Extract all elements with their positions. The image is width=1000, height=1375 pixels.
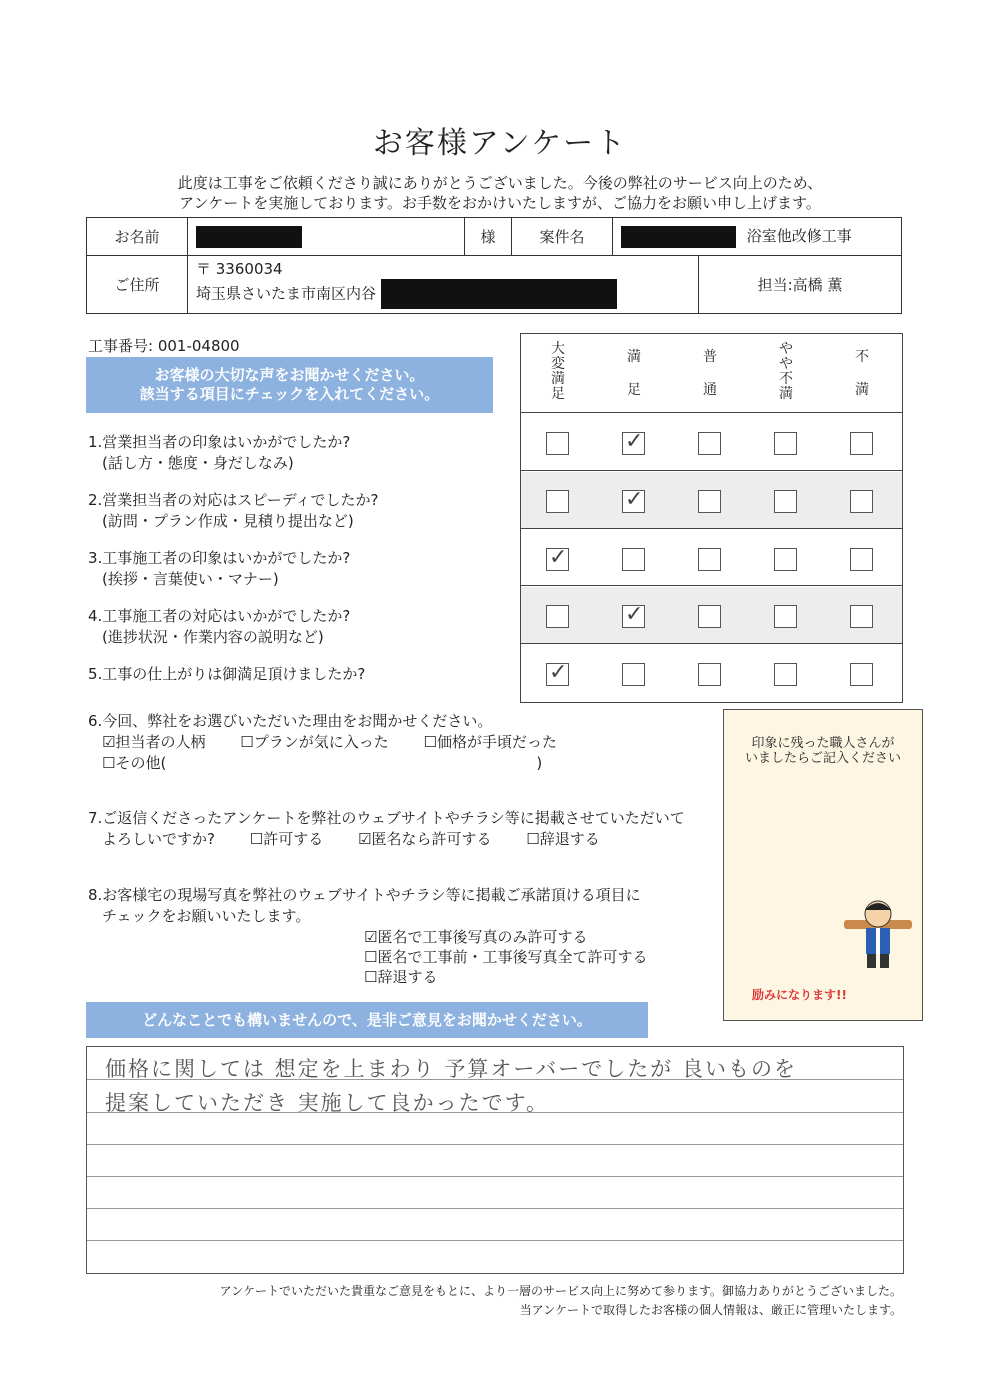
q6-other[interactable] xyxy=(88,753,557,774)
rating-checkbox[interactable] xyxy=(774,663,797,686)
comment-rule xyxy=(87,1240,903,1241)
rating-checkbox[interactable] xyxy=(546,545,569,571)
customer-info-table xyxy=(86,217,902,314)
q8-option-after-only[interactable] xyxy=(364,927,647,947)
rating-checkbox[interactable] xyxy=(698,548,721,571)
rating-row xyxy=(521,645,902,702)
rating-checkbox[interactable] xyxy=(698,605,721,628)
checkbox-icon[interactable]: ☐ xyxy=(364,948,378,966)
rating-checkbox[interactable] xyxy=(850,490,873,513)
checkbox-icon[interactable]: ☐ xyxy=(249,830,264,848)
redacted-project xyxy=(621,226,736,248)
comment-rule xyxy=(87,1176,903,1177)
rating-checkbox[interactable] xyxy=(698,663,721,686)
intro-line-2: アンケートを実施しております。お手数をおかけいたしますが、ご協力をお願い申し上げます。 xyxy=(179,194,821,212)
page-title: お客様アンケート xyxy=(372,126,628,161)
option-label: 匿名なら許可する xyxy=(371,830,492,848)
survey-question xyxy=(88,606,350,648)
q6-option-personality[interactable] xyxy=(102,733,205,751)
instruction-banner-line-1: お客様の大切な声をお聞かせください。 xyxy=(154,366,425,384)
check-mark-icon: ✓ xyxy=(625,602,644,627)
rating-checkbox[interactable] xyxy=(850,548,873,571)
redacted-address xyxy=(381,279,617,309)
check-mark-icon: ✓ xyxy=(549,660,568,685)
survey-question xyxy=(88,432,350,474)
craftsman-card xyxy=(723,709,923,1021)
rating-checkbox[interactable] xyxy=(698,432,721,455)
question-text: 2.営業担当者の対応はスピーディでしたか? xyxy=(88,491,379,509)
option-label: 担当者の人柄 xyxy=(115,733,206,751)
checkbox-icon[interactable]: ☑ xyxy=(102,733,116,751)
name-label: お名前 xyxy=(87,218,188,256)
q8-text-2: チェックをお願いいたします。 xyxy=(102,907,311,925)
rating-divider xyxy=(521,585,902,586)
survey-question xyxy=(88,490,378,532)
option-label: 許可する xyxy=(263,830,324,848)
card-footer: 励みになります!! xyxy=(752,988,847,1002)
other-label: その他( xyxy=(115,754,167,772)
opinion-banner: どんなことでも構いませんので、是非ご意見をお聞かせください。 xyxy=(86,1002,648,1038)
instruction-banner-line-2: 該当する項目にチェックを入れてください。 xyxy=(139,385,440,403)
rating-column-header: 大 変 満 足 xyxy=(551,341,565,402)
other-close: ) xyxy=(536,754,543,772)
q8-option-all[interactable] xyxy=(364,947,647,967)
rating-column-header: や や 不 満 xyxy=(779,341,793,402)
question-subtext: (訪問・プラン作成・見積り提出など) xyxy=(102,512,354,530)
craftsman-illustration-icon xyxy=(842,892,914,972)
q7-option-allow[interactable] xyxy=(250,830,323,848)
rating-divider xyxy=(521,643,902,644)
rating-row xyxy=(521,587,902,644)
rating-checkbox[interactable] xyxy=(774,490,797,513)
rating-checkbox[interactable] xyxy=(622,487,645,513)
staff-name: 担当:高橋 薫 xyxy=(699,256,902,314)
q6-option-plan[interactable] xyxy=(240,733,388,751)
q6-option-price[interactable] xyxy=(424,733,557,751)
rating-checkbox[interactable] xyxy=(774,432,797,455)
option-label: 辞退する xyxy=(377,968,438,986)
option-label: プランが気に入った xyxy=(253,733,389,751)
rating-column-header: 普 通 xyxy=(703,349,717,398)
rating-column-header: 満 足 xyxy=(627,349,641,398)
checkbox-icon[interactable]: ☑ xyxy=(364,928,378,946)
comment-rule xyxy=(87,1208,903,1209)
q8-option-decline[interactable] xyxy=(364,967,647,987)
checkbox-icon[interactable]: ☐ xyxy=(102,754,116,772)
rating-checkbox[interactable] xyxy=(774,605,797,628)
option-label: 匿名で工事後写真のみ許可する xyxy=(377,928,588,946)
option-label: 辞退する xyxy=(539,830,600,848)
checkbox-icon[interactable]: ☐ xyxy=(240,733,254,751)
q8-text: 8.お客様宅の現場写真を弊社のウェブサイトやチラシ等に掲載ご承諾頂ける項目に xyxy=(88,886,641,904)
question-subtext: (話し方・態度・身だしなみ) xyxy=(102,454,294,472)
rating-checkbox[interactable] xyxy=(698,490,721,513)
rating-row xyxy=(521,414,902,471)
question-text: 1.営業担当者の印象はいかがでしたか? xyxy=(88,433,351,451)
rating-checkbox[interactable] xyxy=(546,605,569,628)
name-value xyxy=(188,218,465,256)
project-label: 案件名 xyxy=(512,218,613,256)
rating-row xyxy=(521,530,902,587)
survey-question xyxy=(88,664,365,685)
check-mark-icon: ✓ xyxy=(625,429,644,454)
rating-column-header: 不 満 xyxy=(855,349,869,398)
checkbox-icon[interactable]: ☐ xyxy=(423,733,437,751)
footer-line-2: 当アンケートで取得したお客様の個人情報は、厳正に管理いたします。 xyxy=(519,1303,902,1317)
address-text: 埼玉県さいたま市南区内谷 xyxy=(196,284,377,303)
checkbox-icon[interactable]: ☑ xyxy=(358,830,372,848)
check-mark-icon: ✓ xyxy=(625,487,644,512)
rating-checkbox[interactable] xyxy=(546,660,569,686)
project-name: 浴室他改修工事 xyxy=(746,227,852,246)
instruction-banner xyxy=(86,357,493,413)
rating-checkbox[interactable] xyxy=(850,432,873,455)
comment-rule xyxy=(87,1112,903,1113)
rating-checkbox[interactable] xyxy=(546,432,569,455)
rating-divider xyxy=(521,528,902,529)
rating-checkbox[interactable] xyxy=(546,490,569,513)
address-label: ご住所 xyxy=(87,256,188,314)
rating-checkbox[interactable] xyxy=(622,602,645,628)
question-text: 4.工事施工者の対応はいかがでしたか? xyxy=(88,607,351,625)
question-subtext: (進捗状況・作業内容の説明など) xyxy=(102,628,324,646)
address-value xyxy=(188,256,699,314)
option-label: 匿名で工事前・工事後写真全て許可する xyxy=(377,948,648,966)
comment-line-2: 提案していただき 実施して良かったです。 xyxy=(105,1091,549,1115)
question-text: 5.工事の仕上がりは御満足頂けましたか? xyxy=(88,665,366,683)
postal-code: 〒 3360034 xyxy=(196,260,283,278)
card-text xyxy=(724,736,922,766)
comment-box[interactable] xyxy=(86,1046,904,1274)
checkbox-icon[interactable]: ☐ xyxy=(364,968,378,986)
rating-checkbox[interactable] xyxy=(850,663,873,686)
rating-checkbox[interactable] xyxy=(622,429,645,455)
comment-rule xyxy=(87,1079,903,1080)
rating-checkbox[interactable] xyxy=(774,548,797,571)
rating-checkbox[interactable] xyxy=(622,663,645,686)
q7-text-2: よろしいですか? xyxy=(102,830,215,848)
question-subtext: (挨拶・言葉使い・マナー) xyxy=(102,570,279,588)
rating-row xyxy=(521,472,902,529)
redacted-name xyxy=(196,226,302,248)
q6-text: 6.今回、弊社をお選びいただいた理由をお聞かせください。 xyxy=(88,712,493,730)
option-label: 価格が手頃だった xyxy=(436,733,557,751)
work-number: 工事番号: 001-04800 xyxy=(88,337,240,355)
rating-divider xyxy=(521,470,902,471)
card-text-1: 印象に残った職人さんが xyxy=(751,736,895,751)
q6-options xyxy=(88,732,557,753)
comment-line-1: 価格に関しては 想定を上まわり 予算オーバーでしたが 良いものを xyxy=(105,1057,797,1081)
sama-label: 様 xyxy=(465,218,512,256)
rating-header xyxy=(521,334,902,413)
rating-grid xyxy=(520,333,903,703)
footer-line-1: アンケートでいただいた貴重なご意見をもとに、より一層のサービス向上に努めて参ります。御協力ありがとうございました。 xyxy=(219,1284,902,1298)
question-text: 3.工事施工者の印象はいかがでしたか? xyxy=(88,549,351,567)
q7 xyxy=(88,808,685,850)
project-value xyxy=(613,218,902,256)
q7-option-decline[interactable] xyxy=(526,830,599,848)
intro-line-1: 此度は工事をご依頼くださり誠にありがとうございました。今後の弊社のサービス向上のため、 xyxy=(177,174,823,192)
checkbox-icon[interactable]: ☐ xyxy=(526,830,540,848)
q8 xyxy=(88,885,647,987)
card-text-2: いましたらご記入ください xyxy=(744,751,901,766)
comment-rule xyxy=(87,1144,903,1145)
rating-checkbox[interactable] xyxy=(850,605,873,628)
q7-text: 7.ご返信くださったアンケートを弊社のウェブサイトやチラシ等に掲載させていただいて xyxy=(88,809,685,827)
survey-question xyxy=(88,548,350,590)
check-mark-icon: ✓ xyxy=(549,545,568,570)
q6 xyxy=(88,711,557,774)
q7-option-anonymous[interactable] xyxy=(358,830,491,848)
rating-checkbox[interactable] xyxy=(622,548,645,571)
